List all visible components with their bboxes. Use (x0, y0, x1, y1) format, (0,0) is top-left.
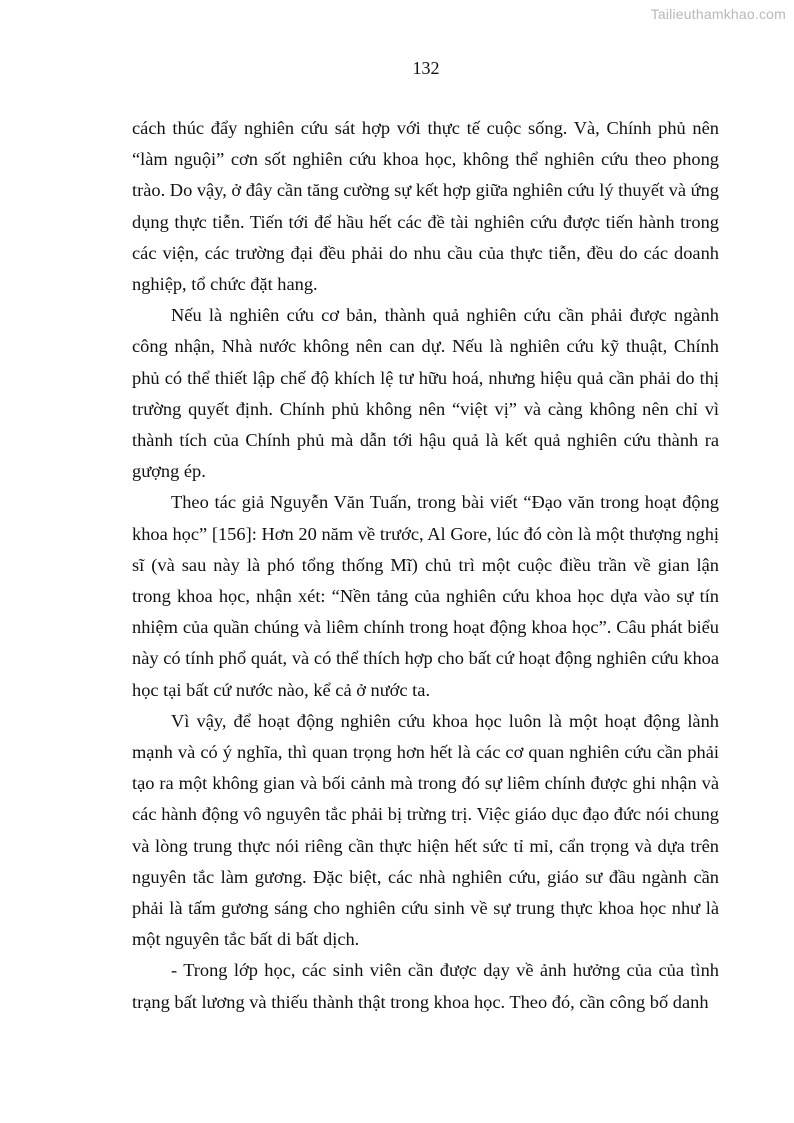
watermark-text: Tailieuthamkhao.com (650, 6, 786, 22)
paragraph-1: cách thúc đẩy nghiên cứu sát hợp với thực tế cuộc sống. Và, Chính phủ nên “làm nguội” cơn sốt nghiên cứu khoa học, không thể nghiên cứu theo phong trào. Do vậy, ở đây cần tăng cường sự kết hợp giữa nghiên cứu lý thuyết và ứng dụng thực tiễn. Tiến tới để hầu hết các đề tài nghiên cứu được tiến hành trong các viện, các trường đại đều phải do nhu cầu của thực tiễn, đều do các doanh nghiệp, tổ chức đặt hang. (132, 118, 719, 295)
paragraph-4: Vì vậy, để hoạt động nghiên cứu khoa học luôn là một hoạt động lành mạnh và có ý nghĩa, thì quan trọng hơn hết là các cơ quan nghiên cứu cần phải tạo ra một không gian và bối cảnh mà trong đó sự liêm chính được ghi nhận và các hành động vô nguyên tắc phải bị trừng trị. Việc giáo dục đạo đức nói chung và lòng trung thực nói riêng cần thực hiện hết sức tỉ mỉ, cẩn trọng và dựa trên nguyên tắc làm gương. Đặc biệt, các nhà nghiên cứu, giáo sư đầu ngành cần phải là tấm gương sáng cho nghiên cứu sinh về sự trung thực khoa học như là một nguyên tắc bất di bất dịch. (132, 710, 719, 950)
paragraph-3: Theo tác giả Nguyễn Văn Tuấn, trong bài viết “Đạo văn trong hoạt động khoa học” [156]: Hơn 20 năm về trước, Al Gore, lúc đó còn là một thượng nghị sĩ (và sau này là phó tổng thống Mĩ) chủ trì một cuộc điều trần về gian lận trong khoa học, nhận xét: “Nền tảng của nghiên cứu khoa học dựa vào sự tín nhiệm của quần chúng và liêm chính trong hoạt động khoa học”. Câu phát biểu này có tính phổ quát, và có thể thích hợp cho bất cứ hoạt động nghiên cứu khoa học tại bất cứ nước nào, kể cả ở nước ta. (132, 492, 719, 700)
document-body (132, 113, 719, 1018)
paragraph-5: - Trong lớp học, các sinh viên cần được dạy về ảnh hưởng của của tình trạng bất lương và thiếu thành thật trong khoa học. Theo đó, cần công bố danh (132, 960, 719, 1012)
paragraph-2: Nếu là nghiên cứu cơ bản, thành quả nghiên cứu cần phải được ngành công nhận, Nhà nước không nên can dự. Nếu là nghiên cứu kỹ thuật, Chính phủ có thể thiết lập chế độ khích lệ tư hữu hoá, nhưng hiệu quả cần phải do thị trường quyết định. Chính phủ không nên “việt vị” và càng không nên chỉ vì thành tích của Chính phủ mà dẫn tới hậu quả là kết quả nghiên cứu thành ra gượng ép. (132, 305, 719, 482)
page-number: 132 (412, 58, 440, 78)
